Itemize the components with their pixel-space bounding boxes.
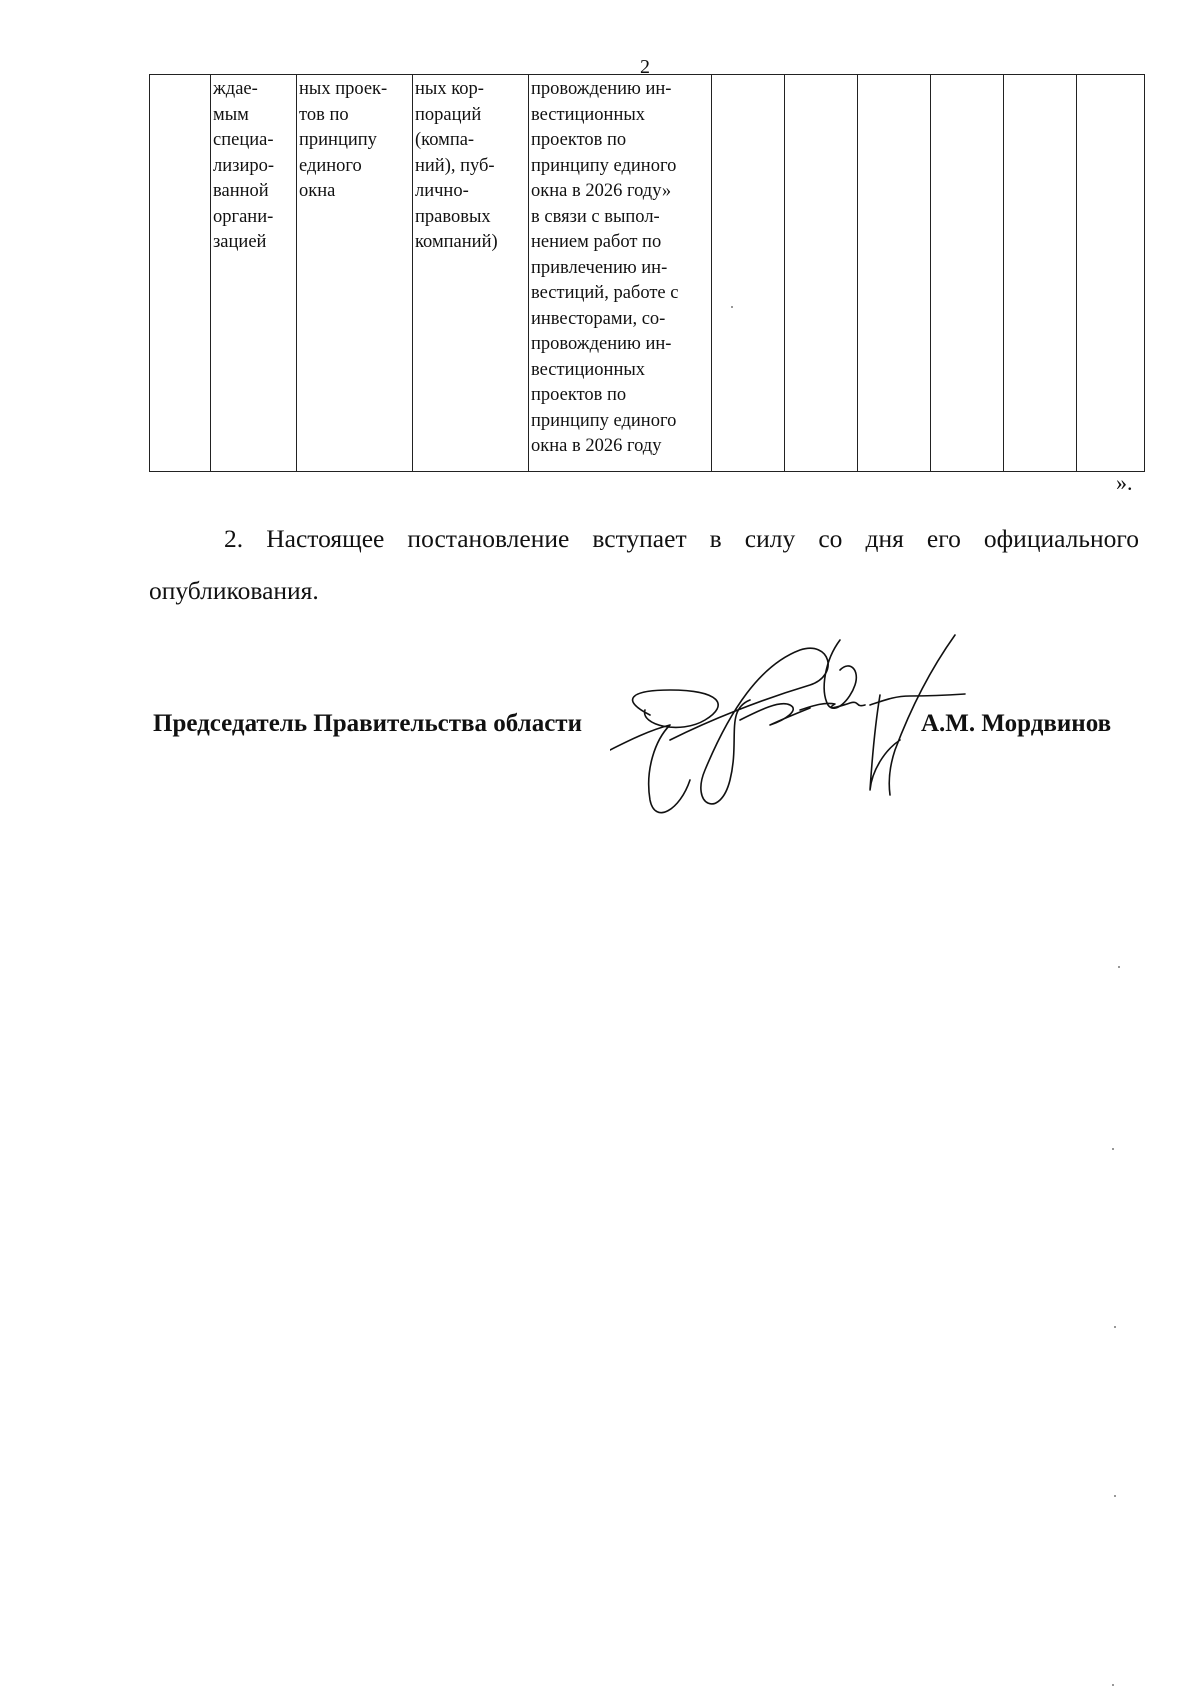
- table-cell: ных проек- тов по принципу единого окна: [297, 75, 413, 472]
- body-paragraph: 2. Настоящее постановление вступает в силу со дня его официального опубликования.: [149, 524, 1139, 605]
- table-cell: [150, 75, 211, 472]
- scan-speck: [731, 306, 733, 308]
- table-cell: [785, 75, 858, 472]
- table-cell: [1004, 75, 1077, 472]
- scan-speck: [1114, 1326, 1116, 1328]
- table-row: [150, 75, 1145, 472]
- continuation-table: [149, 74, 1145, 472]
- handwritten-signature: [610, 630, 980, 830]
- table-cell: ных кор- пораций (компа- ний), пуб- лично- правовых компаний): [413, 75, 529, 472]
- closing-quote: ».: [1116, 470, 1133, 495]
- table-cell: провождению ин- вестиционных проектов по принципу единого окна в 2026 году» в связи с выпол- нением работ по привлечению ин- вестиций, работе с инвесторами, со- провождению ин- вестиционных проектов по принципу единого окна в 2026 году: [529, 75, 712, 472]
- table-cell: ждае- мым специа- лизиро- ванной органи- зацией: [211, 75, 297, 472]
- table-cell: [1077, 75, 1145, 472]
- table-cell: [931, 75, 1004, 472]
- page-number: 2: [640, 56, 650, 78]
- scan-speck: [1118, 966, 1120, 968]
- scan-speck: [1114, 1495, 1116, 1497]
- signer-title: Председатель Правительства области: [153, 710, 582, 737]
- scan-speck: [1112, 1684, 1114, 1686]
- table-cell: [712, 75, 785, 472]
- table-cell: [858, 75, 931, 472]
- scan-speck: [1112, 1148, 1114, 1150]
- signer-name: А.М. Мордвинов: [921, 710, 1112, 737]
